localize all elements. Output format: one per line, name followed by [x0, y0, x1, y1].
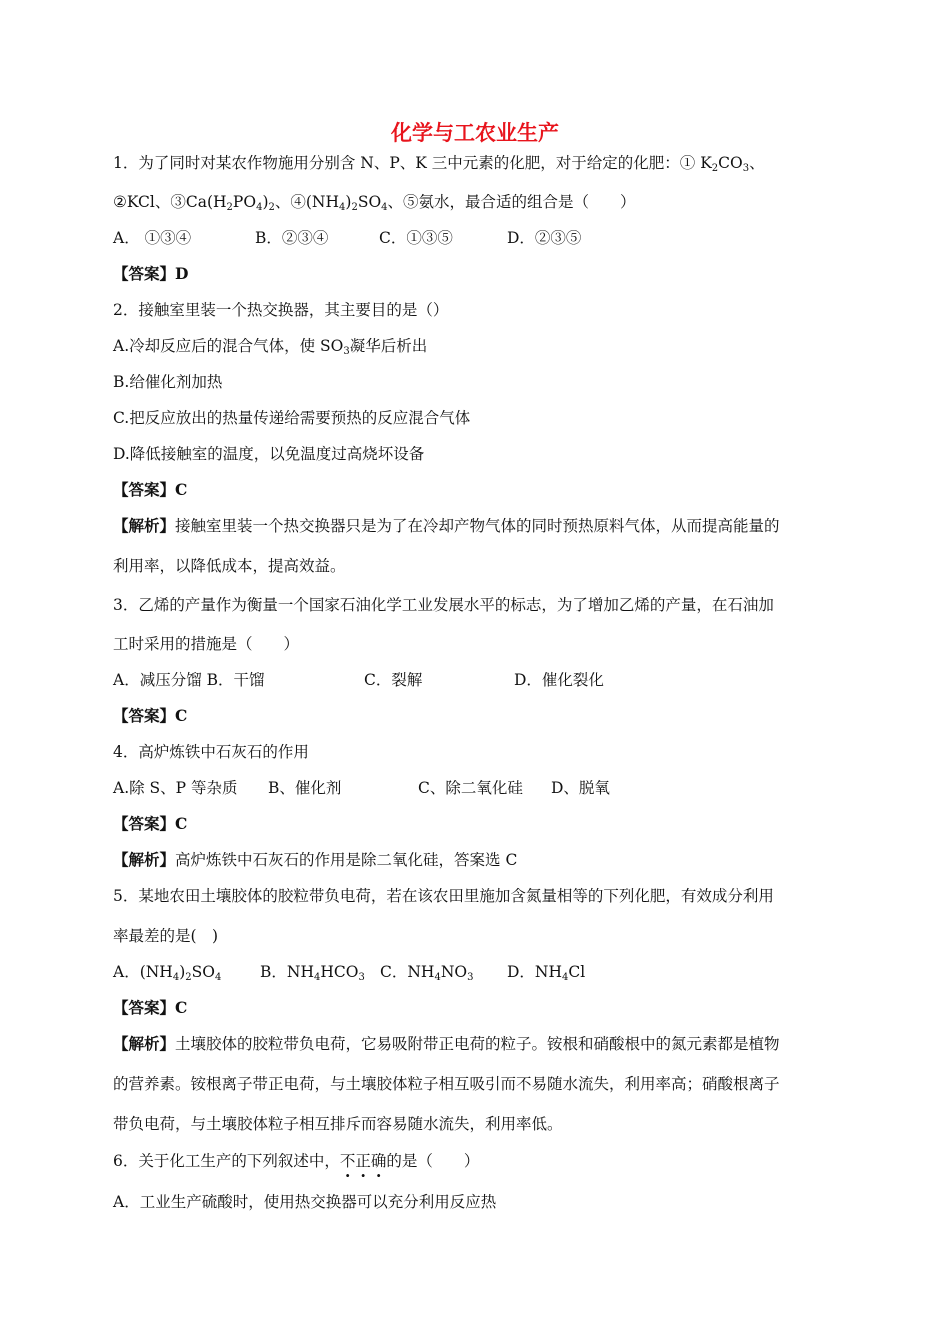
- q3-options: [113, 669, 843, 691]
- q2-stem: 2．接触室里装一个热交换器，其主要目的是（）: [113, 301, 449, 319]
- q5-analysis-line3: 带负电荷，与土壤胶体粒子相互排斥而容易随水流失，利用率低。: [113, 1115, 563, 1133]
- q3-answer: 【答案】C: [113, 706, 188, 725]
- q1-options: [113, 227, 843, 249]
- q6-stem: 6．关于化工生产的下列叙述中，不正确的是（ ）: [113, 1152, 480, 1170]
- q2-option-d: D.降低接触室的温度，以免温度过高烧坏设备: [113, 445, 425, 463]
- q2-option-a: A.冷却反应后的混合气体，使 $SO_3$凝华后析出: [113, 337, 428, 357]
- q3-stem-line1: 3．乙烯的产量作为衡量一个国家石油化学工业发展水平的标志，为了增加乙烯的产量，在石油加: [113, 596, 774, 614]
- q5-analysis-line2: 的营养素。铵根离子带正电荷，与土壤胶体粒子相互吸引而不易随水流失，利用率高；硝酸根离子: [113, 1075, 780, 1093]
- q5-option-c: C．$NH_4NO_3$: [380, 963, 474, 983]
- page-title: 化学与工农业生产: [391, 121, 559, 145]
- q5-stem-line2: 率最差的是( ): [113, 927, 219, 945]
- q3-stem-line2: 工时采用的措施是（ ）: [113, 635, 300, 653]
- q5-options: [113, 961, 843, 983]
- q4-stem: 4．高炉炼铁中石灰石的作用: [113, 743, 309, 761]
- emphasis-char: 不: [339, 1152, 356, 1170]
- q1-option-a: A． ①③④: [113, 229, 192, 247]
- q4-options: [113, 777, 843, 799]
- q6-option-a: A．工业生产硫酸时，使用热交换器可以充分利用反应热: [113, 1193, 497, 1211]
- q4-option-c: C、除二氧化硅: [418, 779, 523, 797]
- q1-answer: 【答案】D: [113, 264, 189, 283]
- q5-option-d: D．$NH_4Cl$: [507, 963, 586, 983]
- q1-option-c: C．①③⑤: [379, 229, 453, 247]
- q1-option-b: B．②③④: [255, 229, 329, 247]
- q2-option-c: C.把反应放出的热量传递给需要预热的反应混合气体: [113, 409, 471, 427]
- q3-option-c: C．裂解: [364, 671, 423, 689]
- q2-option-b: B.给催化剂加热: [113, 373, 223, 391]
- q5-analysis-line1: 【解析】土壤胶体的胶粒带负电荷，它易吸附带正电荷的粒子。铵根和硝酸根中的氮元素都是植物: [113, 1034, 780, 1053]
- emphasis-char: 正: [355, 1152, 371, 1170]
- q4-analysis: 【解析】高炉炼铁中石灰石的作用是除二氧化硅，答案选 C: [113, 850, 518, 869]
- q5-option-a: A．$(NH_4)_2SO_4$: [113, 963, 222, 983]
- q5-stem-line1: 5．某地农田土壤胶体的胶粒带负电荷，若在该农田里施加含氮量相等的下列化肥，有效成分利用: [113, 887, 774, 905]
- q4-option-d: D、脱氧: [551, 779, 610, 797]
- q4-option-b: B、催化剂: [268, 779, 342, 797]
- q2-analysis-line2: 利用率，以降低成本，提高效益。: [113, 557, 346, 575]
- q5-answer: 【答案】C: [113, 998, 188, 1017]
- q2-answer: 【答案】C: [113, 480, 188, 499]
- q1-stem-line1: 1．为了同时对某农作物施用分别含 N、P、K 三中元素的化肥，对于给定的化肥：① $K_2CO_3$、: [113, 154, 765, 174]
- q1-stem-line2: ②KCl、$③Ca(H_2PO_4)_2$、$④(NH_4)_2SO_4$、⑤氨水，最合适的组合是（ ）: [113, 193, 636, 213]
- q3-option-d: D．催化裂化: [514, 671, 604, 689]
- q1-option-d: D．②③⑤: [507, 229, 582, 247]
- emphasis-char: 确: [370, 1152, 387, 1170]
- q4-answer: 【答案】C: [113, 814, 188, 833]
- q4-option-a: A.除 S、P 等杂质: [113, 779, 238, 797]
- q5-option-b: B．$NH_4HCO_3$: [260, 963, 365, 983]
- q2-analysis-line1: 【解析】接触室里装一个热交换器只是为了在冷却产物气体的同时预热原料气体，从而提高能量的: [113, 516, 780, 535]
- q3-option-ab: A．减压分馏 B．干馏: [113, 671, 265, 689]
